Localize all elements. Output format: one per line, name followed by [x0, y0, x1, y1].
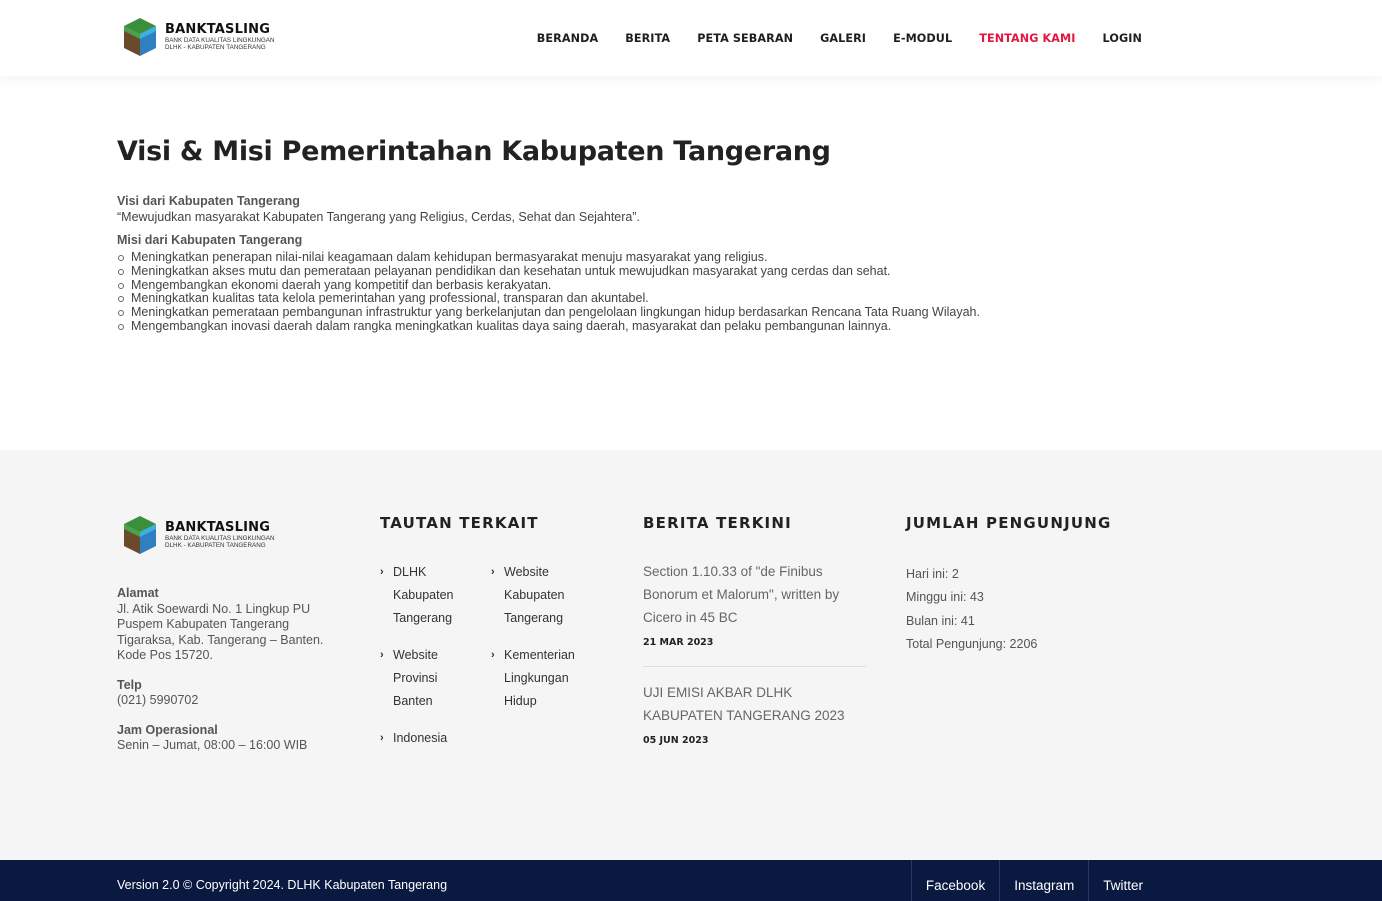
copyright-text: Version 2.0 © Copyright 2024. DLHK Kabupaten Tangerang [117, 878, 448, 892]
link-text: Tangerang [393, 611, 453, 625]
twitter-link[interactable]: Twitter [1088, 860, 1157, 901]
main-nav [510, 0, 1142, 76]
chevron-right-icon: › [380, 649, 384, 661]
nav-berita[interactable]: BERITA [625, 31, 671, 45]
visitors-total: Total Pengunjung: 2206 [906, 637, 1038, 652]
visi-label: Visi dari Kabupaten Tangerang [117, 194, 300, 208]
nav-peta-sebaran[interactable]: PETA SEBARAN [697, 31, 794, 45]
latest-news [643, 560, 866, 746]
misi-item: Mengembangkan inovasi daerah dalam rangka meningkatkan kualitas daya saing daerah, masyarakat dan pelaku pembangunan lainnya. [117, 320, 1217, 334]
link-text: Website [504, 565, 549, 579]
social-links [911, 860, 1157, 901]
link-kementerian-lingkungan-hidup[interactable] [491, 644, 591, 713]
chevron-right-icon: › [491, 649, 495, 661]
nav-login[interactable]: LOGIN [1102, 31, 1142, 45]
visi-text: “Mewujudkan masyarakat Kabupaten Tangerang yang Religius, Cerdas, Sehat dan Sejahtera”. [117, 210, 641, 224]
address-line: Jl. Atik Soewardi No. 1 Lingkup PU [117, 601, 311, 616]
news-divider [643, 666, 866, 667]
chevron-right-icon: › [491, 566, 495, 578]
visitors-today: Hari ini: 2 [906, 567, 959, 581]
misi-list [117, 251, 1217, 334]
hours-label: Jam Operasional [117, 722, 218, 737]
site-footer [0, 450, 1382, 860]
hours-text: Senin – Jumat, 08:00 – 16:00 WIB [117, 738, 308, 752]
news-date: 05 JUN 2023 [643, 735, 709, 746]
instagram-link[interactable]: Instagram [999, 860, 1088, 901]
misi-item: Meningkatkan kualitas tata kelola pemerintahan yang professional, transparan dan akuntabel. [117, 292, 1217, 306]
link-text: Lingkungan [504, 671, 569, 685]
logo-cube-icon [122, 17, 158, 57]
news-item [643, 681, 866, 746]
footer-brand-subtitle-1: BANK DATA KUALITAS LINGKUNGAN [165, 534, 275, 542]
news-item [643, 560, 866, 648]
address-line: Kode Pos 15720. [117, 648, 213, 662]
bottom-bar [0, 860, 1382, 901]
nav-e-modul[interactable]: E-MODUL [893, 31, 953, 45]
news-title[interactable]: Section 1.10.33 of "de Finibus Bonorum et Malorum", written by Cicero in 45 BC [643, 564, 840, 625]
site-logo[interactable] [122, 16, 292, 58]
phone-number: (021) 5990702 [117, 693, 199, 707]
footer-logo[interactable] [122, 514, 292, 556]
phone-label: Telp [117, 677, 142, 692]
news-date: 21 MAR 2023 [643, 637, 714, 648]
visitor-stats [906, 563, 1037, 657]
misi-label: Misi dari Kabupaten Tangerang [117, 233, 303, 247]
facebook-link[interactable]: Facebook [911, 860, 999, 901]
news-heading: BERITA TERKINI [643, 514, 792, 532]
address-line: Tigaraksa, Kab. Tangerang – Banten. [117, 632, 324, 647]
link-text: DLHK [393, 565, 427, 579]
site-header [0, 0, 1382, 76]
visitors-month: Bulan ini: 41 [906, 613, 975, 628]
link-website-kabupaten-tangerang[interactable] [491, 561, 591, 630]
visitors-heading: JUMLAH PENGUNJUNG [906, 514, 1112, 532]
visitors-week: Minggu ini: 43 [906, 590, 984, 605]
link-text: Provinsi [393, 671, 438, 685]
links-heading: TAUTAN TERKAIT [380, 514, 539, 532]
page-title: Visi & Misi Pemerintahan Kabupaten Tangerang [117, 136, 831, 167]
contact-info [117, 586, 347, 768]
link-dlhk-kabupaten-tangerang[interactable] [380, 561, 480, 630]
link-text: Indonesia [393, 731, 448, 745]
brand-subtitle-1: BANK DATA KUALITAS LINGKUNGAN [165, 36, 275, 44]
link-text: Kementerian [504, 648, 575, 662]
misi-item: Meningkatkan penerapan nilai-nilai keagamaan dalam kehidupan bermasyarakat menuju masyarakat yang religius. [117, 251, 1217, 265]
link-text: Hidup [504, 694, 537, 708]
news-title[interactable]: UJI EMISI AKBAR DLHK KABUPATEN TANGERANG 2023 [643, 685, 845, 723]
chevron-right-icon: › [380, 732, 384, 744]
brand-name: BANKTASLING [165, 21, 271, 37]
link-text: Website [393, 648, 438, 662]
nav-tentang-kami[interactable]: TENTANG KAMI [979, 31, 1076, 45]
logo-cube-icon [122, 515, 158, 555]
link-text: Kabupaten [504, 588, 565, 602]
chevron-right-icon: › [380, 566, 384, 578]
nav-galeri[interactable]: GALERI [820, 31, 867, 45]
link-text: Kabupaten [393, 588, 454, 602]
nav-beranda[interactable]: BERANDA [536, 31, 599, 45]
address-label: Alamat [117, 586, 159, 600]
footer-brand-name: BANKTASLING [165, 519, 271, 535]
footer-brand-subtitle-2: DLHK - KABUPATEN TANGERANG [165, 541, 266, 549]
misi-item: Meningkatkan pemerataan pembangunan infrastruktur yang berkelanjutan dan pengelolaan lingkungan hidup berdasarkan Rencana Tata Ruang Wilayah. [117, 306, 1217, 320]
address-line: Puspem Kabupaten Tangerang [117, 617, 290, 631]
misi-item: Mengembangkan ekonomi daerah yang kompetitif dan berbasis kerakyatan. [117, 279, 1217, 293]
link-indonesia[interactable] [380, 727, 480, 750]
main-content [117, 136, 1217, 334]
misi-item: Meningkatkan akses mutu dan pemerataan pelayanan pendidikan dan kesehatan untuk mewujudkan masyarakat yang cerdas dan sehat. [117, 265, 1217, 279]
link-text: Banten [393, 694, 433, 708]
brand-subtitle-2: DLHK - KABUPATEN TANGERANG [165, 43, 266, 51]
link-website-provinsi-banten[interactable] [380, 644, 480, 713]
link-text: Tangerang [504, 611, 564, 625]
